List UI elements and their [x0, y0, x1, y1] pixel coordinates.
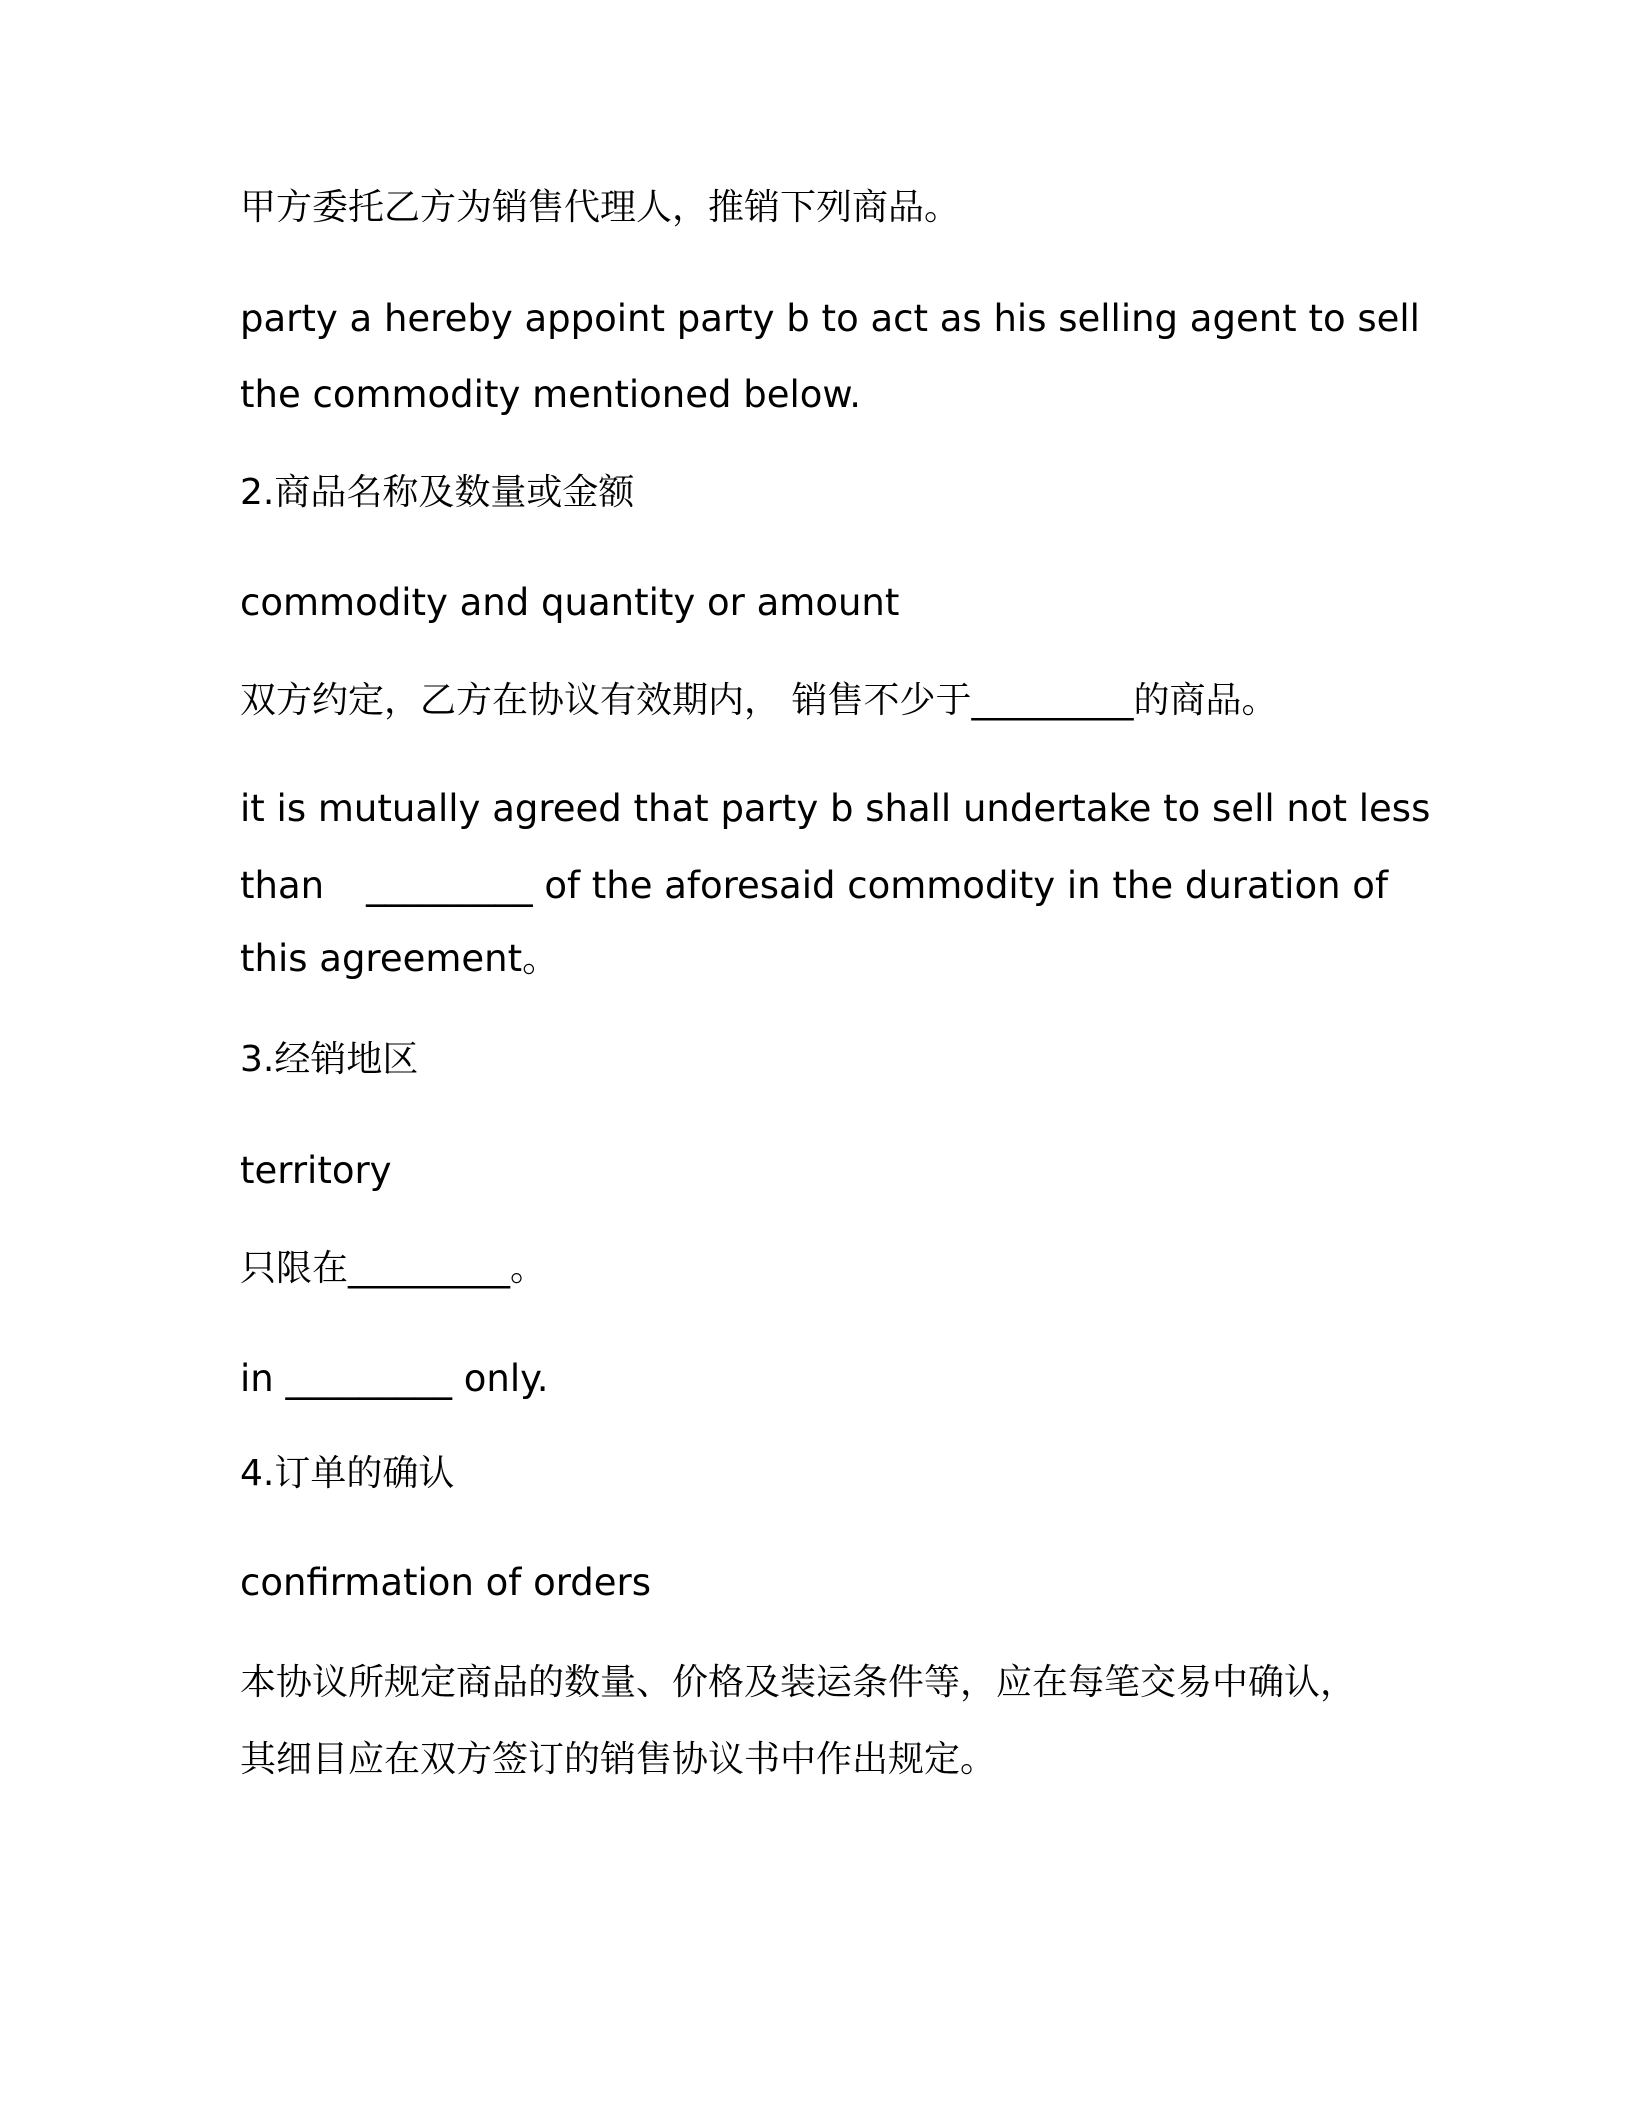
section-2-english-line-2: [240, 864, 1388, 907]
clause-1-english-line-1: party a hereby appoint party b to act as his selling agent to sell: [240, 297, 1420, 340]
section-3-english: in _________ only.: [240, 1357, 549, 1400]
section-4-chinese-line-1: 本协议所规定商品的数量、价格及装运条件等，应在每笔交易中确认，: [240, 1662, 1357, 1703]
section-2-english-line-2-rest: _________ of the aforesaid commodity in the duration of: [366, 864, 1388, 907]
section-3-english-heading: territory: [240, 1149, 392, 1192]
section-4-english-heading: confirmation of orders: [240, 1561, 652, 1604]
section-2-english-line-2-start: than: [240, 864, 325, 907]
section-2-english-heading: commodity and quantity or amount: [240, 581, 900, 624]
section-3-heading: 3.经销地区: [240, 1039, 419, 1080]
section-4-chinese-line-2: 其细目应在双方签订的销售协议书中作出规定。: [240, 1739, 997, 1780]
clause-1-english-line-2: the commodity mentioned below.: [240, 373, 862, 416]
section-2-english-line-1: it is mutually agreed that party b shall undertake to sell not less: [240, 787, 1431, 830]
section-2-heading: 2.商品名称及数量或金额: [240, 472, 635, 513]
section-2-english-line-3: this agreement。: [240, 937, 560, 980]
section-4-heading: 4.订单的确认: [240, 1453, 455, 1494]
section-3-chinese: 只限在_________。: [240, 1248, 547, 1289]
clause-1-chinese: 甲方委托乙方为销售代理人，推销下列商品。: [240, 187, 961, 228]
section-2-chinese: 双方约定，乙方在协议有效期内， 销售不少于_________的商品。: [240, 680, 1278, 721]
